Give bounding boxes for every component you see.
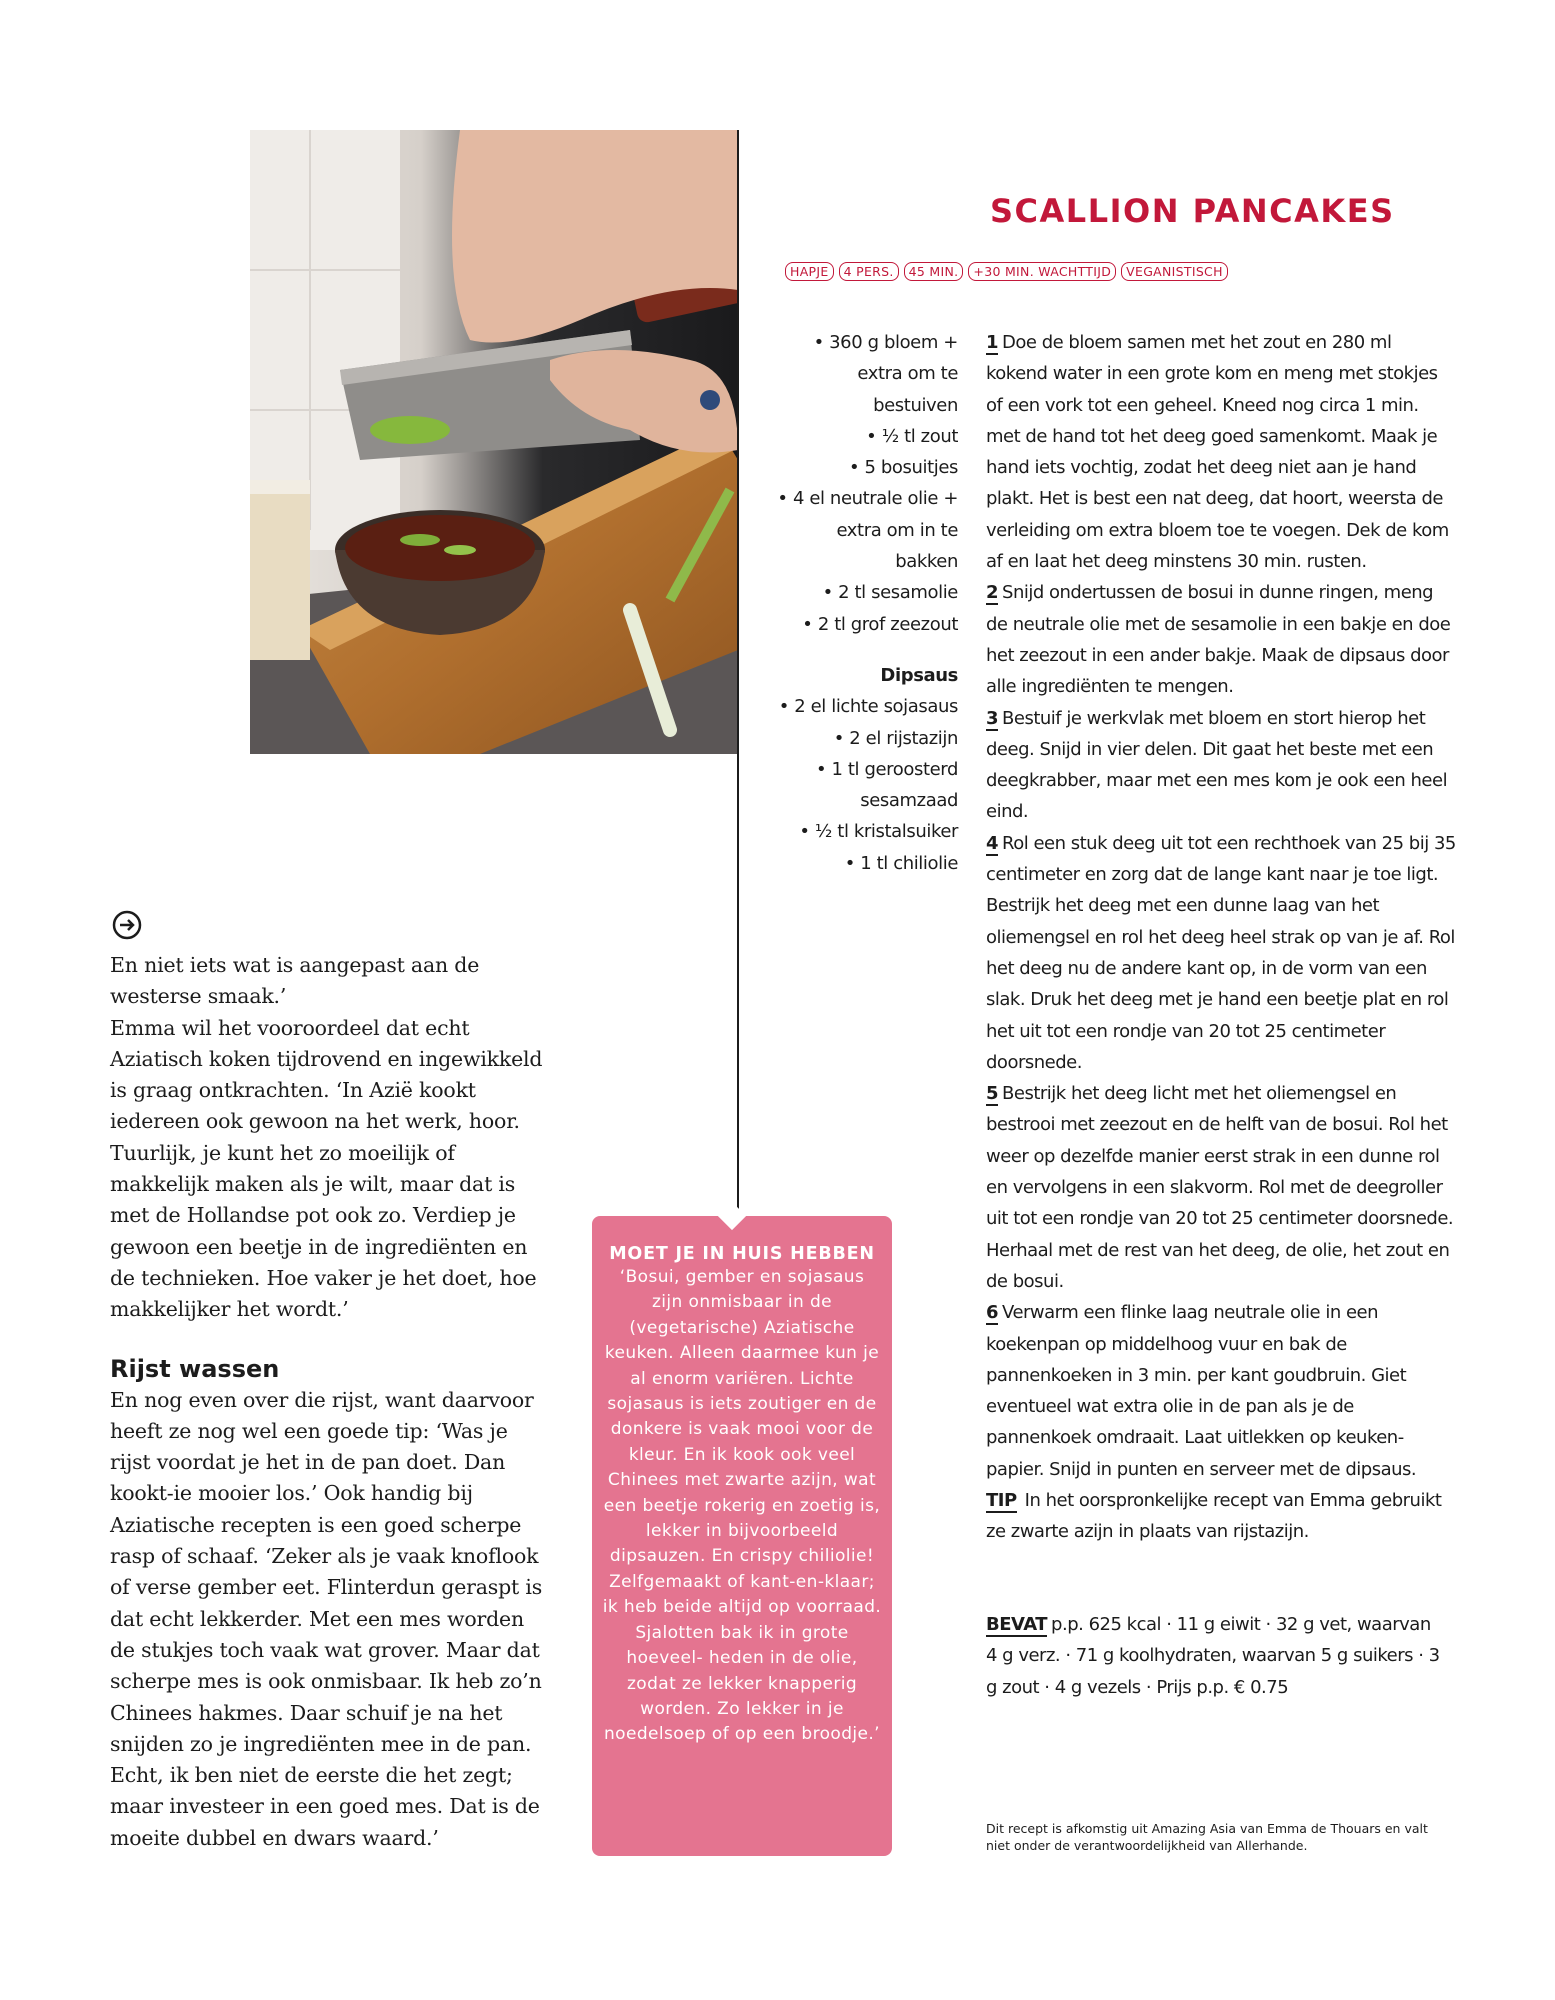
method-steps bbox=[986, 327, 1456, 1548]
recipe-tip bbox=[986, 1485, 1456, 1548]
step-number: 2 bbox=[986, 582, 999, 604]
method-step bbox=[986, 1078, 1456, 1297]
step-text: Verwarm een flinke laag neutrale olie in een koekenpan op middelhoog vuur en bak de pannenkoeken in 3 min. per kant goudbruin. Giet eventueel wat extra olie in de pan als je de pannenkoek omdraait. Laat uitlekken op keuken- papier. Snijd in punten en serveer met de dipsaus. bbox=[986, 1302, 1417, 1480]
tip-label: TIP bbox=[986, 1489, 1017, 1511]
article-paragraph: En niet iets wat is aangepast aan de westerse smaak.’ bbox=[110, 953, 480, 1009]
pinkbox-text: ‘Bosui, gember en sojasaus zijn onmisbaar in de (vegetarische) Aziatische keuken. Alleen daarmee kun je al enorm variëren. Lichte sojasaus is iets zoutiger en de donkere is vaak mooi voor de kleur. En ik kook ook veel Chinees met zwarte azijn, wat een beetje rokerig en zoetig is, lekker in bijvoorbeeld dipsauzen. En crispy chiliolie! Zelfgemaakt of kant-en-klaar; ik heb beide altijd op voorraad. Sjalotten bak ik in grote hoeveel- heden in de olie, zodat ze lekker knapperig worden. Zo lekker in je noedelsoep of op een broodje.’ bbox=[602, 1267, 882, 1745]
tag-time: 45 MIN. bbox=[904, 262, 964, 281]
ingredient-line: • 2 tl grof zeezout bbox=[802, 613, 958, 635]
ingredient-line: • 2 el lichte sojasaus bbox=[778, 696, 958, 718]
article-column bbox=[110, 950, 550, 1854]
ingredient-line: • 360 g bloem + bbox=[813, 332, 958, 353]
step-number: 6 bbox=[986, 1302, 999, 1324]
nutrition-text: p.p. 625 kcal · 11 g eiwit · 32 g vet, waarvan 4 g verz. · 71 g koolhydraten, waarvan 5 g suikers · 3 g zout · 4 g vezels · Prijs p.p. € 0.75 bbox=[986, 1614, 1440, 1698]
step-text: Doe de bloem samen met het zout en 280 ml kokend water in een grote kom en meng met stokjes of een vork tot een geheel. Kneed nog circa 1 min. met de hand tot het deeg goed samenkomt. Maak je hand iets vochtig, zodat het deeg niet aan je hand plakt. Het is best een nat deeg, dat hoort, weersta de verleiding om extra bloem toe te voegen. Dek de kom af en laat het deeg minstens 30 min. rusten. bbox=[986, 332, 1449, 573]
step-number: 5 bbox=[986, 1083, 999, 1105]
ingredient-line: sesamzaad bbox=[860, 790, 958, 812]
recipe-title: SCALLION PANCAKES bbox=[990, 192, 1395, 230]
dipsaus-heading: Dipsaus bbox=[880, 664, 958, 686]
arrow-right-circle-icon bbox=[112, 910, 142, 940]
box-notch bbox=[718, 1202, 746, 1230]
ingredient-line: • ½ tl zout bbox=[866, 425, 958, 447]
ingredient-line: bestuiven bbox=[873, 394, 958, 416]
tag-servings: 4 PERS. bbox=[839, 262, 899, 281]
step-number: 1 bbox=[986, 332, 999, 353]
nutrition-label: BEVAT bbox=[986, 1614, 1048, 1635]
method-step bbox=[986, 703, 1456, 828]
pinkbox-title: MOET JE IN HUIS HEBBEN bbox=[609, 1244, 875, 1264]
ingredient-line: extra om in te bbox=[836, 519, 958, 541]
tag-wait-time: +30 MIN. WACHTTIJD bbox=[968, 262, 1116, 281]
article-paragraph: Emma wil het vooroordeel dat echt Aziatisch koken tijdrovend en ingewikkeld is graag ontkrachten. ‘In Azië kookt iedereen ook gewoon na het werk, hoor. Tuurlijk, je kunt het zo moeilijk of makkelijk maken als je wilt, maar dat is met de Hollandse pot ook zo. Verdiep je gewoon een beetje in de ingrediënten en de technieken. Hoe vaker je het doet, hoe makkelijker het wordt.’ bbox=[110, 1015, 543, 1322]
recipe-source-note: Dit recept is afkomstig uit Amazing Asia van Emma de Thouars en valt niet onder de verantwoordelijkheid van Allerhande. bbox=[986, 1821, 1428, 1853]
photo-illustration bbox=[250, 130, 738, 754]
ingredient-line: • 1 tl chiliolie bbox=[844, 852, 958, 874]
ingredient-list bbox=[740, 327, 958, 879]
ingredient-line: • 4 el neutrale olie + bbox=[777, 488, 958, 510]
ingredient-line: • 2 tl sesamolie bbox=[822, 582, 958, 604]
tip-text: In het oorspronkelijke recept van Emma gebruikt ze zwarte azijn in plaats van rijstazijn. bbox=[986, 1489, 1442, 1543]
ingredient-line: • 2 el rijstazijn bbox=[833, 727, 958, 749]
ingredient-line: extra om te bbox=[857, 363, 958, 385]
recipe-tags bbox=[785, 262, 1228, 281]
ingredient-line: • ½ tl kristalsuiker bbox=[799, 821, 958, 843]
tag-course: HAPJE bbox=[785, 262, 834, 281]
tag-diet: VEGANISTISCH bbox=[1121, 262, 1228, 281]
ingredient-line: bakken bbox=[895, 551, 958, 573]
method-step bbox=[986, 1297, 1456, 1485]
step-text: Rol een stuk deeg uit tot een rechthoek van 25 bij 35 centimeter en zorg dat de lange kant naar je toe ligt. Bestrijk het deeg met een dunne laag van het oliemengsel en rol het deeg heel strak op van je af. Rol het deeg nu de andere kant op, in de vorm van een slak. Druk het deeg met je hand een beetje plat en rol het uit tot een rondje van 20 tot 25 centimeter doorsnede. bbox=[986, 832, 1456, 1073]
method-step bbox=[986, 577, 1456, 702]
cooking-photo bbox=[250, 130, 738, 754]
step-text: Snijd ondertussen de bosui in dunne ringen, meng de neutrale olie met de sesamolie in een bakje en doe het zeezout in een ander bakje. Maak de dipsaus door alle ingrediënten te mengen. bbox=[986, 582, 1451, 698]
nutrition-info bbox=[986, 1609, 1446, 1703]
ingredient-line: • 5 bosuitjes bbox=[848, 457, 958, 479]
article-subheading: Rijst wassen bbox=[110, 1354, 280, 1383]
step-number: 3 bbox=[986, 707, 999, 729]
method-step bbox=[986, 828, 1456, 1078]
step-text: Bestuif je werkvlak met bloem en stort hierop het deeg. Snijd in vier delen. Dit gaat het beste met een deegkrabber, maar met een mes kom je ook een heel eind. bbox=[986, 707, 1448, 823]
column-divider bbox=[737, 130, 739, 1218]
article-paragraph: En nog even over die rijst, want daarvoor heeft ze nog wel een goede tip: ‘Was je rijst voordat je het in de pan doet. Dan kookt-ie mooier los.’ Ook handig bij Aziatische recepten is een goed scherpe rasp of schaaf. ‘Zeker als je vaak knoflook of verse gember eet. Flinterdun geraspt is dat echt lekkerder. Met een mes worden de stukjes toch vaak wat grover. Maar dat scherpe mes is ook onmisbaar. Ik heb zo’n Chinees hakmes. Daar schuif je na het snijden zo je ingrediënten mee in de pan. Echt, ik ben niet de eerste die het zegt; maar investeer in een goed mes. Dat is de moeite dubbel en dwars waard.’ bbox=[110, 1387, 543, 1850]
step-number: 4 bbox=[986, 832, 999, 854]
step-text: Bestrijk het deeg licht met het oliemengsel en bestrooi met zeezout en de helft van de bosui. Rol het weer op dezelfde manier eerst strak in een dunne rol en vervolgens in een slakvorm. Rol met de deegroller uit tot een rondje van 20 tot 25 centimeter doorsnede. Herhaal met de rest van het deeg, de olie, het zout en de bosui. bbox=[986, 1083, 1454, 1292]
pink-sidebar-box bbox=[592, 1216, 892, 1856]
method-step bbox=[986, 327, 1456, 577]
ingredient-line: • 1 tl geroosterd bbox=[815, 758, 958, 780]
